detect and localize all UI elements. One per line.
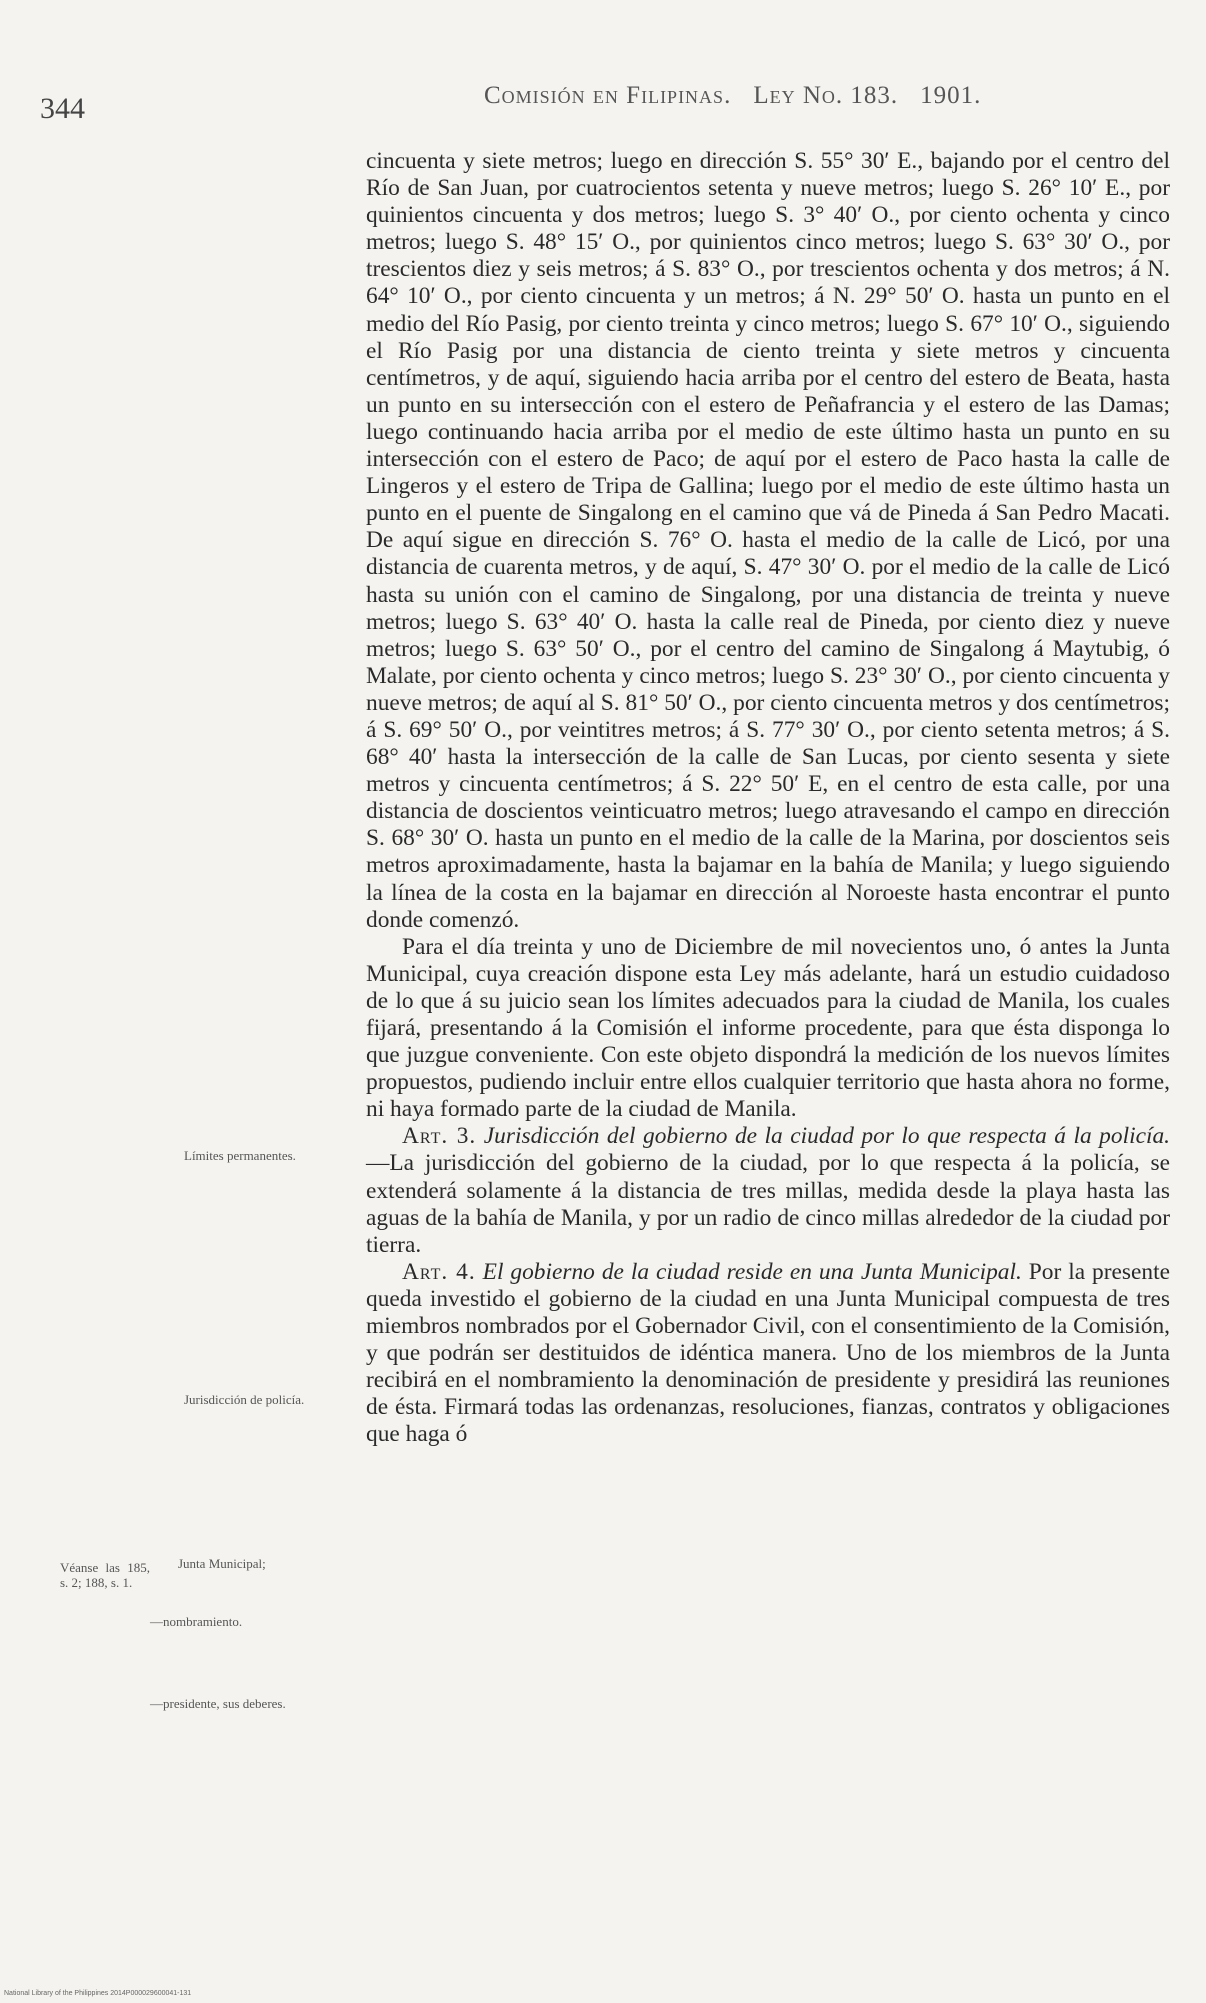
article-3-text: —La jurisdicción del gobierno de la ciudad, por lo que respecta á la policía, se extenderá solamente á la distancia de tres millas, medida desde la playa hasta las aguas de la bahía de Manila, y por un radio de cinco millas alrededor de la ciudad por tierra. — [366, 1150, 1170, 1258]
footer-credit: National Library of the Philippines 2014P000029600041-131 — [4, 1990, 192, 1997]
law-number: Ley No. 183. — [753, 82, 899, 109]
marginal-note-presidente: —presidente, sus deberes. — [150, 1696, 286, 1711]
year: 1901. — [920, 82, 982, 109]
article-4-text: Por la presente queda investido el gobierno de la ciudad en una Junta Municipal compuesta de tres miembros nombrados por el Gobernador Civil, con el consentimiento de la Comisión, y que podrán ser destituidos de idéntica manera. Uno de los miembros de la Junta recibirá en el nombramiento la denominación de presidente y presidirá las reuniones de ésta. Firmará todas las ordenanzas, resoluciones, fianzas, contratos y obligaciones que haga ó — [366, 1258, 1170, 1448]
running-head — [484, 82, 981, 110]
boundary-paragraph: cincuenta y siete metros; luego en dirección S. 55° 30′ E., bajando por el centro del Río de San Juan, por cuatrocientos setenta y nueve metros; luego S. 26° 10′ E., por quinientos cincuenta y dos metros; luego S. 3° 40′ O., por ciento ochenta y cinco metros; luego S. 48° 15′ O., por quinientos cinco metros; luego S. 63° 30′ O., por trescientos diez y seis metros; á S. 83° O., por trescientos ochenta y dos metros; á N. 64° 10′ O., por ciento cincuenta y un metros; á N. 29° 50′ O. hasta un punto en el medio del Río Pasig, por ciento treinta y cinco metros; luego S. 67° 10′ O., siguiendo el Río Pasig por una distancia de ciento treinta y siete metros y cincuenta centímetros, y de aquí, siguiendo hacia arriba por el centro del estero de Beata, hasta un punto en su intersección con el estero de Peñafrancia y el estero de las Damas; luego continuando hacia arriba por el medio de este último hasta un punto en su intersección con el estero de Paco; de aquí por el estero de Paco hasta la calle de Lingeros y el estero de Tripa de Gallina; luego por el medio de este último hasta un punto en el puente de Singalong en el camino que vá de Pineda á San Pedro Macati. De aquí sigue en dirección S. 76° O. hasta el medio de la calle de Licó, por una distancia de cuarenta metros, y de aquí, S. 47° 30′ O. por el medio de la calle de Licó hasta su unión con el camino de Singalong, por una distancia de treinta y nueve metros; luego S. 63° 40′ O. hasta la calle real de Pineda, por ciento diez y nueve metros; luego S. 63° 50′ O., por el centro del camino de Singalong á Maytubig, ó Malate, por ciento ochenta y cinco metros; luego S. 23° 30′ O., por ciento cincuenta y nueve metros; de aquí al S. 81° 50′ O., por ciento cincuenta metros y dos centímetros; á S. 69° 50′ O., por veintitres metros; á S. 77° 30′ O., por ciento setenta metros; á S. 68° 40′ hasta la intersección de la calle de San Lucas, por ciento sesenta y siete metros y cincuenta centímetros; á S. 22° 50′ E, en el centro de esta calle, por una distancia de doscientos veinticuatro metros; luego atravesando el campo en dirección S. 68° 30′ O. hasta un punto en el medio de la calle de la Marina, por doscientos seis metros aproximadamente, hasta la bajamar en la bahía de Manila; y luego siguiendo la línea de la costa en la bajamar en dirección al Noroeste hasta encontrar el punto donde comenzó. — [366, 148, 1170, 933]
article-4-label: Art. 4. — [402, 1258, 476, 1285]
marginal-note-veanse: Véanse las 185, s. 2; 188, s. 1. — [60, 1560, 150, 1590]
article-3-title: Jurisdicción del gobierno de la ciudad por lo que respecta á la policía. — [483, 1123, 1170, 1150]
running-title: Comisión en Filipinas. — [484, 82, 732, 109]
article-3-label: Art. 3. — [402, 1123, 477, 1150]
body-text — [366, 148, 1170, 1449]
marginal-note-jurisdiccion: Jurisdicción de policía. — [184, 1392, 305, 1407]
marginal-note-junta: Junta Municipal; — [178, 1556, 266, 1571]
article-4 — [366, 1259, 1170, 1449]
marginal-note-limites: Límites permanentes. — [184, 1148, 296, 1163]
permanent-limits-paragraph: Para el día treinta y uno de Diciembre de mil novecientos uno, ó antes la Junta Municipal, cuya creación dispone esta Ley más adelante, hará un estudio cuidadoso de lo que á su juicio sean los límites adecuados para la ciudad de Manila, los cuales fijará, presentando á la Comisión el informe procedente, para que ésta disponga lo que juzgue conveniente. Con este objeto dispondrá la medición de los nuevos límites propuestos, pudiendo incluir entre ellos cualquier territorio que hasta ahora no forme, ni haya formado parte de la ciudad de Manila. — [366, 933, 1170, 1123]
marginal-note-nombramiento: —nombramiento. — [150, 1614, 243, 1629]
article-3 — [366, 1123, 1170, 1258]
article-4-title: El gobierno de la ciudad reside en una Junta Municipal. — [482, 1258, 1022, 1285]
page-number: 344 — [40, 92, 85, 125]
